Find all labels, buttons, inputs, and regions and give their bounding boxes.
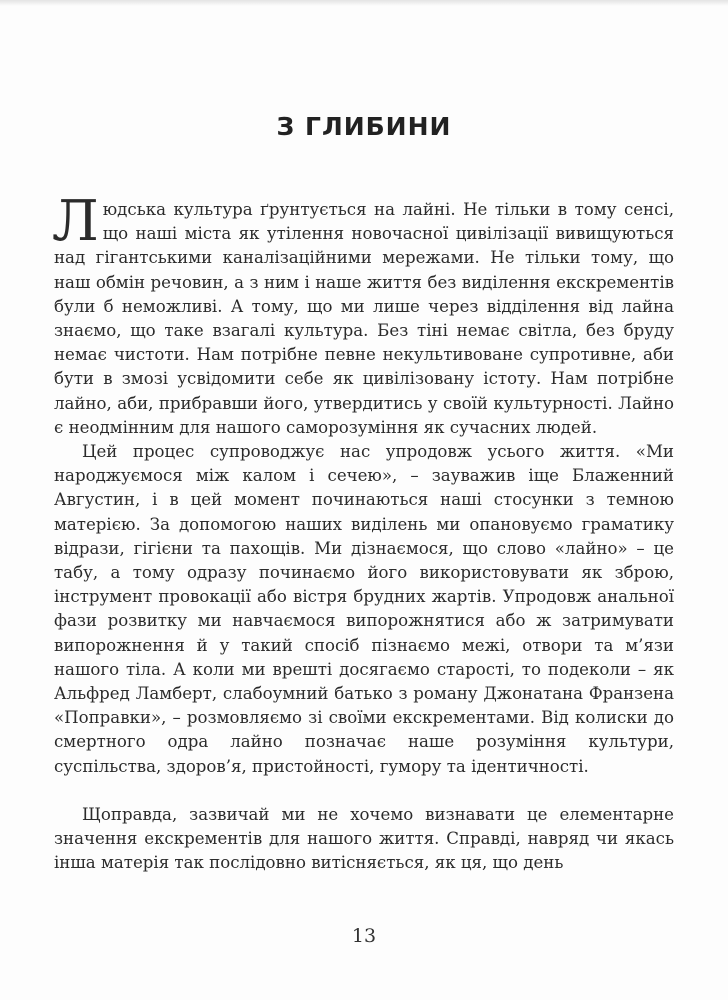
- paragraph-1: [52, 189, 674, 440]
- paragraph-1-text: юдська культура ґрунтується на лайні. Не тільки в тому сенсі, що наші міста як утілення новочасної цивілізації вивищуються над гігантськими каналізаційними мережами. Не тільки тому, що наш обмін речовин, а з ним і наше життя без виділення екскрементів були б неможливі. А тому, що ми лише через відділення від лайна знаємо, що таке взагалі культура. Без тіні немає світла, без бруду немає чистоти. Нам потрібне певне некультивоване супротивне, аби бути в змозі усвідомити себе як цивілізовану істоту. Нам потрібне лайно, аби, прибравши його, утвердитись у своїй культурності. Лайно є неодмінним для нашого саморозуміння як сучасних людей.: [54, 200, 674, 437]
- body-text: [52, 189, 674, 875]
- paragraph-2: Цей процес супроводжує нас упродовж усього життя. «Ми народжуємося між калом і сечею», – зауважив іще Блаженний Августин, і в цей момент починаються наші стосунки з темною матерією. За допомогою наших виділень ми опановуємо граматику відрази, гігієни та пахощів. Ми дізнаємося, що слово «лайно» – це табу, а тому одразу починаємо його використовувати як зброю, інструмент провокації або вістря брудних жартів. Упродовж анальної фази розвитку ми навчаємося випорожнятися або ж затримувати випорожнення й у такий спосіб пізнаємо межі, отвори та м’язи нашого тіла. А коли ми врешті досягаємо старості, то подеколи – як Альфред Ламберт, слабоумний батько з роману Джонатана Франзена «Поправки», – розмовляємо зі своїми екскрементами. Від колиски до смертного одра лайно позначає наше розуміння культури, суспільства, здоров’я, пристойності, гумору та ідентичності.: [54, 442, 674, 776]
- paragraph-3: Щоправда, зазвичай ми не хочемо визнавати це елементарне значення екскрементів для нашого життя. Справді, навряд чи якась інша матерія так послідовно витісняється, як ця, що день: [54, 804, 674, 873]
- page-number: 13: [351, 925, 377, 947]
- page-top-edge: [0, 0, 728, 6]
- chapter-title: З ГЛИБИНИ: [276, 112, 452, 141]
- drop-cap: Л: [52, 189, 99, 254]
